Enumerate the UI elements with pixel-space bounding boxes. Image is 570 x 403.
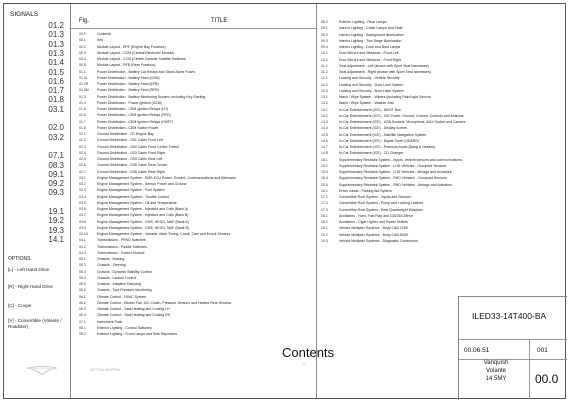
figure-title: In-Car Entertainment (ICE) - MOST Bus bbox=[339, 107, 401, 112]
page-number: 00.0 bbox=[535, 372, 559, 386]
figure-number: 03.3 bbox=[79, 188, 86, 193]
figure-title: In-Car Entertainment (ICE) - Premium Audio (Bang & Olufsen) bbox=[339, 145, 436, 149]
signal-code: 03.2 bbox=[48, 132, 64, 142]
figure-title: Power Distribution - CEM Ignition Relays (CMFT) bbox=[97, 119, 174, 124]
figure-number: 19.1 bbox=[321, 226, 328, 231]
contents-row[interactable] bbox=[317, 238, 568, 244]
figure-number: 03.8 bbox=[79, 219, 86, 224]
figure-number: 14.2 bbox=[321, 113, 328, 118]
figure-title: Climate Control - Seat Heating and Cooling LH bbox=[97, 307, 170, 311]
figure-number: 06.1 bbox=[79, 294, 86, 299]
figure-number: 12.3 bbox=[321, 88, 328, 93]
figure-title: In-Car Entertainment (ICE) - ICE Power, Ground, Comms, Controls and Antenna bbox=[339, 113, 464, 118]
figure-title: Module Layout - EFE (Engine Bay Fusebox) bbox=[97, 44, 166, 49]
option-item: [L] - Left Hand Drive bbox=[8, 267, 50, 272]
figure-number: 04.2 bbox=[79, 244, 86, 249]
figure-number: 03.5 bbox=[79, 200, 86, 205]
signal-code: 09.2 bbox=[48, 179, 64, 189]
figure-number: 01.3 bbox=[79, 94, 86, 99]
signal-code: 01.6 bbox=[48, 76, 64, 86]
figure-title: Power Distribution - Battery Feed (CEM) bbox=[97, 75, 160, 80]
figure-number: 15.2 bbox=[321, 163, 328, 168]
figure-title: Ground Distribution - G01 Cabin Front Left bbox=[97, 138, 163, 143]
figure-title: Engine Management System - CMS, HEGO, MAF (Bank A) bbox=[97, 219, 189, 224]
signal-code: 07.1 bbox=[48, 151, 64, 161]
figure-number: 05.2 bbox=[79, 263, 86, 268]
figure-title: Engine Management System - Fuel System bbox=[97, 188, 165, 193]
signal-code: 01.2 bbox=[48, 21, 64, 30]
figure-title: Engine Management System - Oil and Temperature bbox=[97, 200, 177, 205]
signal-code: 02.0 bbox=[48, 123, 64, 133]
figure-title: Exterior Lighting - Front Lamps and Side Repeaters bbox=[97, 332, 177, 336]
figure-title: Engine Management System - Variable Valve Timing, Crank, Cam and Knock Sensors bbox=[97, 232, 231, 236]
figure-title: Module Layout - RFB (Rear Fusebox) bbox=[97, 63, 156, 68]
figure-number: 01.1 bbox=[79, 69, 86, 74]
figure-number: 03.1 bbox=[79, 175, 86, 180]
title-block-divider bbox=[459, 339, 567, 340]
figure-title: Supplementary Restraint System - RHD Vehicles - Airbags and Actuators bbox=[339, 182, 453, 187]
figure-title: Locking and Security - Door Lock System bbox=[339, 82, 404, 87]
figure-title: Convertible Roof System - Inputs and Sensors bbox=[339, 195, 411, 199]
figure-number: 03.6 bbox=[79, 207, 86, 211]
figure-number: 11.1 bbox=[321, 63, 328, 68]
figure-number: 14.3 bbox=[321, 120, 328, 124]
figure-title: Supplementary Restraint System - LHD Vehicles - Occupant Sensors bbox=[339, 163, 447, 168]
figure-title: Power Distribution - CEM Switch Power bbox=[97, 125, 159, 130]
signal-code: 09.1 bbox=[48, 169, 64, 179]
model-variant: Volante bbox=[485, 368, 507, 374]
figure-number: 19.2 bbox=[321, 232, 328, 237]
figure-number: 02.4 bbox=[79, 150, 86, 155]
figure-title: In-Car Entertainment (ICE) - CD Changer bbox=[339, 151, 404, 156]
figure-number: 18.2 bbox=[321, 220, 328, 224]
signal-code: 01.5 bbox=[48, 67, 64, 77]
figure-title: Locking and Security - Boot Latch System bbox=[339, 88, 404, 93]
figure-title: Vehicle Multiplex Systems - Body CAN 125K bbox=[339, 226, 409, 231]
figure-title: Wash / Wipe System - Wipers (including Rain/Light Sensor) bbox=[339, 95, 432, 99]
figure-title: Power Distribution - Battery Feed (EFB) bbox=[97, 82, 159, 86]
signal-code: 03.1 bbox=[48, 104, 64, 114]
figure-number: 14.7 bbox=[321, 145, 328, 149]
figure-title: Ancillaries - Horn, Fuel Flap and GDO/DCMirror bbox=[339, 213, 414, 218]
figure-number: 05.1 bbox=[79, 257, 86, 261]
figure-number: 13.2 bbox=[321, 101, 328, 106]
figure-title: Vehicle Multiplex Systems - Diagnostic Connectors bbox=[339, 238, 418, 243]
figure-number: 08.3 bbox=[321, 20, 328, 24]
aston-martin-wings-logo bbox=[26, 362, 58, 378]
figure-number: 02.7 bbox=[79, 169, 86, 174]
figure-title: Engine Management System - Injectors and Coils (Bank A) bbox=[97, 207, 189, 211]
option-item: [V] - Convertible (Volante / Roadster) bbox=[8, 318, 62, 329]
figure-title: Engine Management System - Sensor Power and Ground bbox=[97, 182, 187, 186]
figure-number: 14.4 bbox=[321, 126, 328, 131]
figure-title: Chassis - Steering bbox=[97, 263, 126, 268]
signal-code: 14.1 bbox=[48, 234, 64, 244]
figure-title: Engine Management System - Throttle Control bbox=[97, 194, 170, 199]
figure-number: 12.2 bbox=[321, 82, 328, 87]
figure-number: 18.1 bbox=[321, 213, 328, 218]
figure-number: 09.4 bbox=[321, 45, 328, 49]
figure-number: 05.5 bbox=[79, 282, 86, 286]
signal-code: 01.3 bbox=[48, 30, 64, 40]
figure-title: Ground Distribution - G1 Engine Bay bbox=[97, 132, 154, 136]
figure-number: 10.2 bbox=[321, 57, 328, 62]
title-block-divider bbox=[529, 339, 530, 359]
figure-number: 00.2 bbox=[79, 44, 86, 49]
document-code: ILED33-14T400-BA bbox=[472, 311, 547, 321]
option-item: [R] - Right Hand Drive bbox=[8, 284, 53, 289]
title-block bbox=[458, 296, 567, 400]
figure-number: 01.2L bbox=[79, 75, 88, 80]
figure-number: 17.2 bbox=[321, 201, 328, 206]
figure-number: 09.3 bbox=[321, 38, 328, 43]
figure-title: In-Car Entertainment (ICE) - USB Sockets, Microphone, AUX Socket and Camera bbox=[339, 120, 466, 124]
figure-number: 01.7 bbox=[79, 119, 86, 124]
figure-title: Transmission - Control Module bbox=[97, 250, 145, 255]
signal-code: 01.3 bbox=[48, 48, 64, 58]
figure-title: Door Mirrors and Windows - Front Left bbox=[339, 51, 399, 56]
figure-title: Exterior Lighting - Rear Lamps bbox=[339, 20, 387, 24]
document-revision: 001 bbox=[537, 347, 548, 354]
figure-title: Transmission - PRND Switches bbox=[97, 238, 146, 243]
figure-title: Chassis - Dynamic Stability Control bbox=[97, 269, 152, 274]
figure-number: 17.3 bbox=[321, 207, 328, 212]
figure-number: 19.3 bbox=[321, 238, 328, 243]
figure-number: 14.5 bbox=[321, 132, 328, 137]
figure-title: Key bbox=[97, 38, 104, 43]
figure-number: 08.2 bbox=[79, 332, 86, 336]
figure-number: 01.4 bbox=[79, 100, 86, 105]
figure-number: 00.1 bbox=[79, 38, 86, 43]
contents-row[interactable] bbox=[71, 331, 317, 337]
figure-number: 01.5 bbox=[79, 107, 86, 111]
figure-number: 11.2 bbox=[321, 70, 328, 74]
figure-number: 15.3 bbox=[321, 170, 328, 174]
figure-title: Chassis - Launch Control bbox=[97, 275, 137, 280]
figure-title: Convertible Roof System - Rear Quarterlight Windows bbox=[339, 207, 423, 212]
figure-number: 03.10 bbox=[79, 232, 88, 236]
figure-number: 02.2 bbox=[79, 138, 86, 143]
signal-code: 19.1 bbox=[48, 207, 64, 216]
option-item: [C] - Coupe bbox=[8, 303, 32, 308]
signal-code: 01.3 bbox=[48, 39, 64, 49]
figure-title: Exterior Lighting - Control Switches bbox=[97, 325, 152, 330]
page-mark: - bbox=[303, 361, 305, 367]
signal-code: 19.2 bbox=[48, 216, 64, 226]
figure-number: 09.1 bbox=[321, 26, 328, 31]
figure-number: 06.3 bbox=[79, 307, 86, 311]
figure-title: Ground Distribution - G04 Cabin Rear Left bbox=[97, 157, 163, 161]
figure-title: Interior Lighting - Cabin Lamps and Fade bbox=[339, 26, 403, 31]
model-year: 14.5MY bbox=[485, 376, 507, 382]
figure-number: 16.1 bbox=[321, 188, 328, 193]
signal-code: 01.8 bbox=[48, 95, 64, 105]
figure-number: 03.4 bbox=[79, 194, 86, 199]
figure-number: 06.2 bbox=[79, 300, 86, 305]
figure-number: 02.1 bbox=[79, 132, 86, 136]
figure-title: Power Distribution - Battery Monitoring System, including Key Starting bbox=[97, 94, 206, 99]
figure-title: Ancillaries - Cigar Lighter and Power Outlets bbox=[339, 220, 408, 224]
brand-watermark: ASTON MARTIN bbox=[90, 367, 121, 372]
figure-number: 01.8 bbox=[79, 125, 86, 130]
vehicle-model bbox=[464, 359, 528, 383]
figure-number: 08.1 bbox=[79, 325, 86, 330]
figure-title: Climate Control - HVAC System bbox=[97, 294, 147, 299]
header-divider bbox=[71, 28, 317, 29]
page-title: Contents bbox=[282, 345, 335, 360]
figure-title: Engine Management System - EMS ECU Power, Ground, Communications and Alternator bbox=[97, 175, 237, 180]
signal-code: 01.4 bbox=[48, 58, 64, 68]
model-name: Vanquish bbox=[483, 360, 509, 366]
figure-number: 00.3 bbox=[79, 50, 86, 55]
figure-number: 05.6 bbox=[79, 288, 86, 293]
signal-code: 01.7 bbox=[48, 86, 64, 96]
figure-title: In-Car Entertainment (ICE) - Display Screen bbox=[339, 126, 408, 131]
figure-number: 00.0 bbox=[79, 32, 86, 36]
title-block-divider bbox=[529, 359, 530, 399]
figure-title: Seat Adjustment - Right (shown with Sport Seat harnesses) bbox=[339, 70, 432, 74]
figure-title: Interior Lighting - Background Illumination bbox=[339, 32, 404, 37]
figure-title: Power Distribution - Battery Cut Relays and Stand Alone Fuses bbox=[97, 69, 195, 74]
figure-number: 17.1 bbox=[321, 195, 328, 199]
figure-number: 00.5 bbox=[79, 63, 86, 68]
figure-number: 04.3 bbox=[79, 250, 86, 255]
figure-title: Interior Lighting - Two Stage Illumination bbox=[339, 38, 402, 43]
figure-number: 14.8 bbox=[321, 151, 328, 156]
figure-number: 03.7 bbox=[79, 213, 86, 218]
contents-table-left bbox=[70, 4, 317, 398]
figure-title: Locking and Security - Vehicle Security bbox=[339, 76, 400, 81]
signals-heading: SIGNALS bbox=[10, 11, 39, 18]
figure-number: 14.6 bbox=[321, 138, 328, 143]
figure-number: 15.5 bbox=[321, 182, 328, 187]
figure-number: 03.2 bbox=[79, 182, 86, 186]
figure-number: 14.1 bbox=[321, 107, 328, 112]
figure-title: Transmission - Paddle Switches bbox=[97, 244, 147, 249]
figure-title: Chassis - Adaptive Damping bbox=[97, 282, 141, 286]
figure-number: 05.3 bbox=[79, 269, 86, 274]
figure-title: Instrument Pack bbox=[97, 319, 123, 324]
figure-title: Chassis - Braking bbox=[97, 257, 125, 261]
figure-title: Engine Management System - CMS, HEGO, MAF (Bank B) bbox=[97, 225, 190, 230]
figure-number: 07.1 bbox=[79, 319, 86, 324]
figure-title: Supplementary Restraint System - Inputs, vehicle sensors and communications bbox=[339, 157, 462, 162]
figure-title: Module Layout - CCM (Centre Console Satellite Switches bbox=[97, 57, 186, 61]
signal-code: 09.3 bbox=[48, 188, 64, 198]
figure-title: Ground Distribution - G06 Cabin Rear Right bbox=[97, 169, 165, 174]
signals-panel bbox=[4, 4, 70, 398]
figure-number: 12.1 bbox=[321, 76, 328, 81]
fig-column-header: Fig. bbox=[79, 18, 90, 24]
figure-number: 01.6 bbox=[79, 113, 86, 118]
signal-code: 19.3 bbox=[48, 225, 64, 235]
figure-title: Power Distribution - Battery Feed (RFB) bbox=[97, 88, 159, 93]
figure-number: 05.4 bbox=[79, 275, 86, 280]
signal-code: 08.3 bbox=[48, 160, 64, 170]
figure-title: Convertible Roof System - Pump and Locking Latches bbox=[339, 201, 424, 206]
figure-title: Interior Lighting - Door and Boot Lamps bbox=[339, 45, 401, 49]
figure-title: Contents bbox=[97, 32, 112, 36]
figure-title: Supplementary Restraint System - LHD Vehicles - Airbags and Actuators bbox=[339, 170, 452, 174]
figure-number: 02.5 bbox=[79, 157, 86, 161]
figure-title: Ground Distribution - G03 Cabin Front Right bbox=[97, 150, 166, 155]
figure-title: In-Car Entertainment (ICE) - Digital Tuner (SDARS) bbox=[339, 138, 419, 143]
figure-title: Ground Distribution - G02 Cabin Front Centre Tunnel bbox=[97, 144, 180, 149]
figure-title: Power Distribution - CEM Ignition Relays (LH) bbox=[97, 107, 168, 111]
figure-number: 13.1 bbox=[321, 95, 328, 99]
figure-number: 15.1 bbox=[321, 157, 328, 162]
figure-number: 04.1 bbox=[79, 238, 86, 243]
figure-title: Supplementary Restraint System - RHD Vehicles - Occupant Sensors bbox=[339, 176, 447, 181]
figure-title: Wash / Wipe System - Washer Jets bbox=[339, 101, 394, 106]
figure-title: Engine Management System - Injectors and Coils (Bank B) bbox=[97, 213, 189, 218]
figure-number: 02.3 bbox=[79, 144, 86, 149]
figure-number: 02.6 bbox=[79, 163, 86, 168]
figure-title: Climate Control - Blower Fan, A/C Clutch, Pressure Sensors and Heated Rear Window bbox=[97, 300, 232, 305]
figure-number: 03.9 bbox=[79, 225, 86, 230]
figure-title: Ground Distribution - G05 Cabin Rear Centre bbox=[97, 163, 168, 168]
figure-title: In-Car Entertainment (ICE) - Satellite Navigation System bbox=[339, 132, 427, 137]
figure-number: 00.4 bbox=[79, 57, 86, 61]
figure-title: Door Mirrors and Windows - Front Right bbox=[339, 57, 401, 62]
figure-number: 01.2R bbox=[79, 82, 89, 86]
figure-title: Climate Control - Seat Heating and Cooling RH bbox=[97, 313, 171, 318]
figure-title: Driver Assist - Parking Aid System bbox=[339, 188, 392, 193]
figure-title: Power Distribution - CEM Ignition Relays (RFD) bbox=[97, 113, 171, 118]
figure-title: Module Layout - CCM (Central Electronic Module) bbox=[97, 50, 175, 55]
figure-number: 06.4 bbox=[79, 313, 86, 318]
document-date: 00.06.51 bbox=[464, 347, 490, 354]
figure-number: 10.1 bbox=[321, 51, 328, 56]
figure-title: Seat Adjustment - Left (shown with Sport Seat harnesses) bbox=[339, 63, 429, 68]
figure-title: Chassis - Tyre Pressure Monitoring bbox=[97, 288, 152, 293]
figure-title: Power Distribution - Power Ignition (CEM) bbox=[97, 100, 162, 105]
figure-number: 15.4 bbox=[321, 176, 328, 181]
figure-title: Vehicle Multiplex Systems - Body CAN 500K bbox=[339, 232, 409, 237]
figure-number: 09.2 bbox=[321, 32, 328, 37]
title-column-header: TITLE bbox=[211, 18, 228, 24]
options-heading: OPTIONS bbox=[8, 256, 31, 262]
figure-number: 01.2M bbox=[79, 88, 89, 93]
